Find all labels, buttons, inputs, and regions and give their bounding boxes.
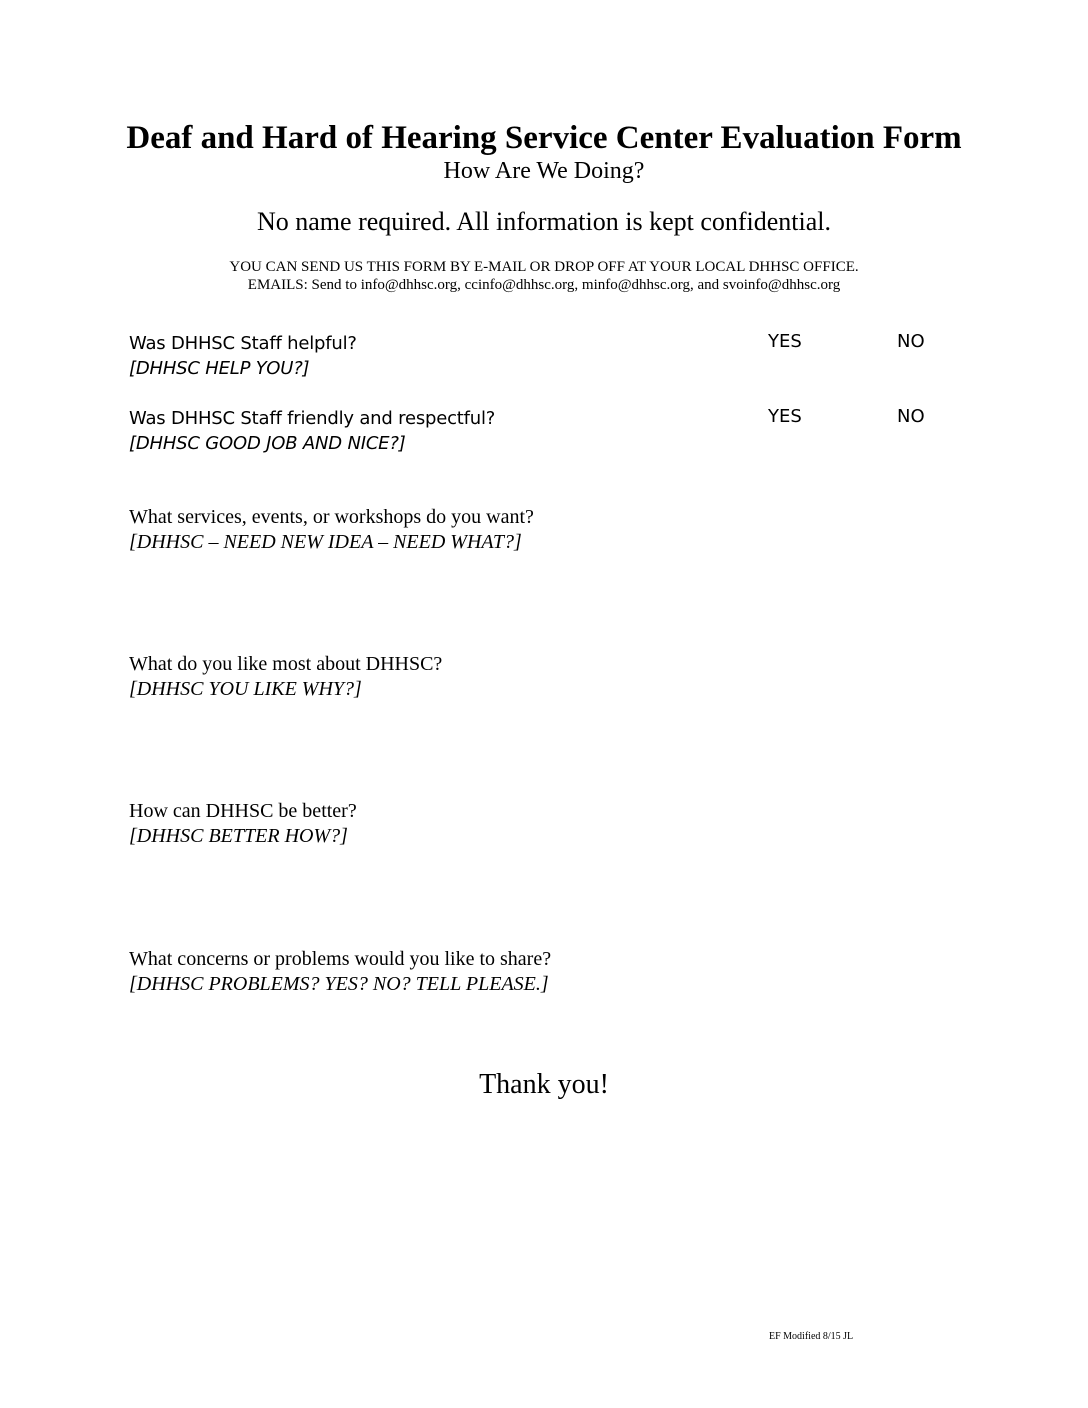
question-text: How can DHHSC be better? [129,800,357,822]
instruction-line-1: YOU CAN SEND US THIS FORM BY E-MAIL OR DROP OFF AT YOUR LOCAL DHHSC OFFICE. [229,259,859,275]
question-gloss: [DHHSC YOU LIKE WHY?] [129,678,362,700]
submission-instructions [0,258,1088,294]
question-services-wanted [129,505,534,555]
form-subtitle: How Are We Doing? [443,158,645,184]
question-be-better [129,799,357,849]
answer-yes-option[interactable]: YES [768,406,802,427]
question-gloss: [DHHSC BETTER HOW?] [129,825,348,847]
question-text: Was DHHSC Staff helpful? [129,333,357,354]
question-text: What services, events, or workshops do you want? [129,506,534,528]
closing-thank-you: Thank you! [479,1069,609,1100]
question-text: What do you like most about DHHSC? [129,653,443,675]
answer-yes-option[interactable]: YES [768,331,802,352]
revision-footer: EF Modified 8/15 JL [769,1331,854,1342]
instruction-line-2: EMAILS: Send to info@dhhsc.org, ccinfo@dhhsc.org, minfo@dhhsc.org, and svoinfo@dhhsc.org [247,277,841,293]
form-title: Deaf and Hard of Hearing Service Center Evaluation Form [126,120,962,156]
question-like-most [129,652,442,702]
question-gloss: [DHHSC HELP YOU?] [129,358,310,379]
question-text: Was DHHSC Staff friendly and respectful? [129,408,496,429]
question-concerns [129,947,551,997]
question-text: What concerns or problems would you like to share? [129,948,552,970]
question-gloss: [DHHSC GOOD JOB AND NICE?] [129,433,406,454]
answer-no-option[interactable]: NO [897,406,925,427]
question-gloss: [DHHSC PROBLEMS? YES? NO? TELL PLEASE.] [129,973,549,995]
answer-no-option[interactable]: NO [897,331,925,352]
question-staff-helpful [129,331,357,381]
confidentiality-notice: No name required. All information is kept confidential. [256,207,832,236]
question-staff-friendly [129,406,495,456]
question-gloss: [DHHSC – NEED NEW IDEA – NEED WHAT?] [129,531,522,553]
